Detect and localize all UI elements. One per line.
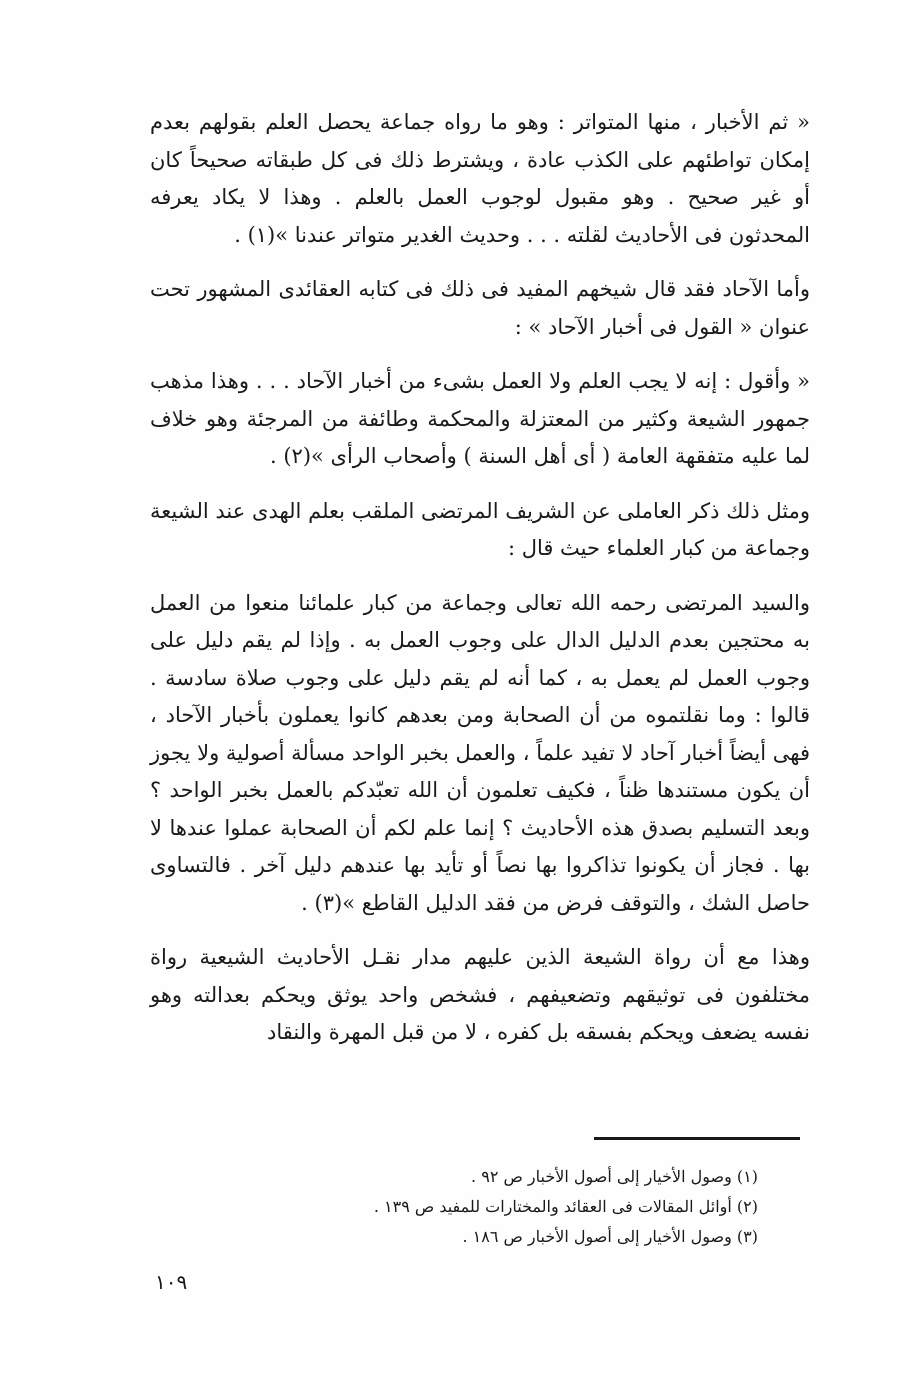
paragraph-mufid-quote-1: « ثم الأخبار ، منها المتواتر : وهو ما رواه جماعة يحصل العلم بقولهم بعدم إمكان تواطئهم على الكذب عادة ، ويشترط ذلك فى كل طبقاته صحيحاً كان أو غير صحيح . وهو مقبول لوجوب العمل بالعلم . وهذا لا يكاد يعرفه المحدثون فى الأحاديث لقلته . . . وحديث الغدير متواتر عندنا »(١) . bbox=[150, 110, 810, 247]
footnotes bbox=[330, 1162, 758, 1252]
paragraph-narrators: وهذا مع أن رواة الشيعة الذين عليهم مدار نقـل الأحاديث الشيعية رواة مختلفون فى توثيقهم وتضعيفهم ، فشخص واحد يوثق ويحكم بعدالته وهو نفسه يضعف ويحكم بفسقه بل كفره ، لا من قبل المهرة والنقاد bbox=[150, 945, 810, 1044]
paragraph-amili-intro: ومثل ذلك ذكر العاملى عن الشريف المرتضى الملقب بعلم الهدى عند الشيعة وجماعة من كبار العلماء حيث قال : bbox=[150, 498, 810, 560]
footnote-2: (٢) أوائل المقالات فى العقائد والمختارات للمفيد ص ١٣٩ . bbox=[373, 1197, 758, 1216]
body-text bbox=[150, 104, 810, 1052]
paragraph-ahad-intro: وأما الآحاد فقد قال شيخهم المفيد فى ذلك فى كتابه العقائدى المشهور تحت عنوان « القول فى أخبار الآحاد » : bbox=[150, 277, 810, 339]
paragraph-mufid-quote-2: « وأقول : إنه لا يجب العلم ولا العمل بشىء من أخبار الآحاد . . . وهذا مذهب جمهور الشيعة وكثير من المعتزلة والمحكمة وطائفة من المرجئة وهو خلاف لما عليه متفقهة العامة ( أى أهل السنة ) وأصحاب الرأى »(٢) . bbox=[150, 369, 810, 468]
footnote-separator bbox=[594, 1137, 800, 1140]
paragraph-murtada-quote: والسيد المرتضى رحمه الله تعالى وجماعة من كبار علمائنا منعوا من العمل به محتجين بعدم الدليل الدال على وجوب العمل به . وإذا لم يقم دليل على وجوب العمل لم يعمل به ، كما أنه لم يقم دليل على وجوب صلاة سادسة . قالوا : وما نقلتموه من أن الصحابة ومن بعدهم كانوا يعملون بأخبار الآحاد ، فهى أيضاً أخبار آحاد لا تفيد علماً ، والعمل بخبر الواحد مسألة أصولية ولا يجوز أن يكون مستندها ظناً ، فكيف تعلمون أن الله تعبّدكم بالعمل بخبر الواحد ؟ وبعد التسليم بصدق هذه الأحاديث ؟ إنما علم لكم أن الصحابة عملوا عندها لا بها . فجاز أن يكونوا تذاكروا بها نصاً أو تأيد بها عندهم دليل آخر . فالتساوى حاصل الشك ، والتوقف فرض من فقد الدليل القاطع »(٣) . bbox=[150, 590, 810, 915]
footnote-3: (٣) وصول الأخيار إلى أصول الأخبار ص ١٨٦ . bbox=[462, 1227, 758, 1246]
footnote-1: (١) وصول الأخيار إلى أصول الأخبار ص ٩٢ . bbox=[471, 1167, 758, 1186]
page-number: ١٠٩ bbox=[155, 1270, 188, 1294]
